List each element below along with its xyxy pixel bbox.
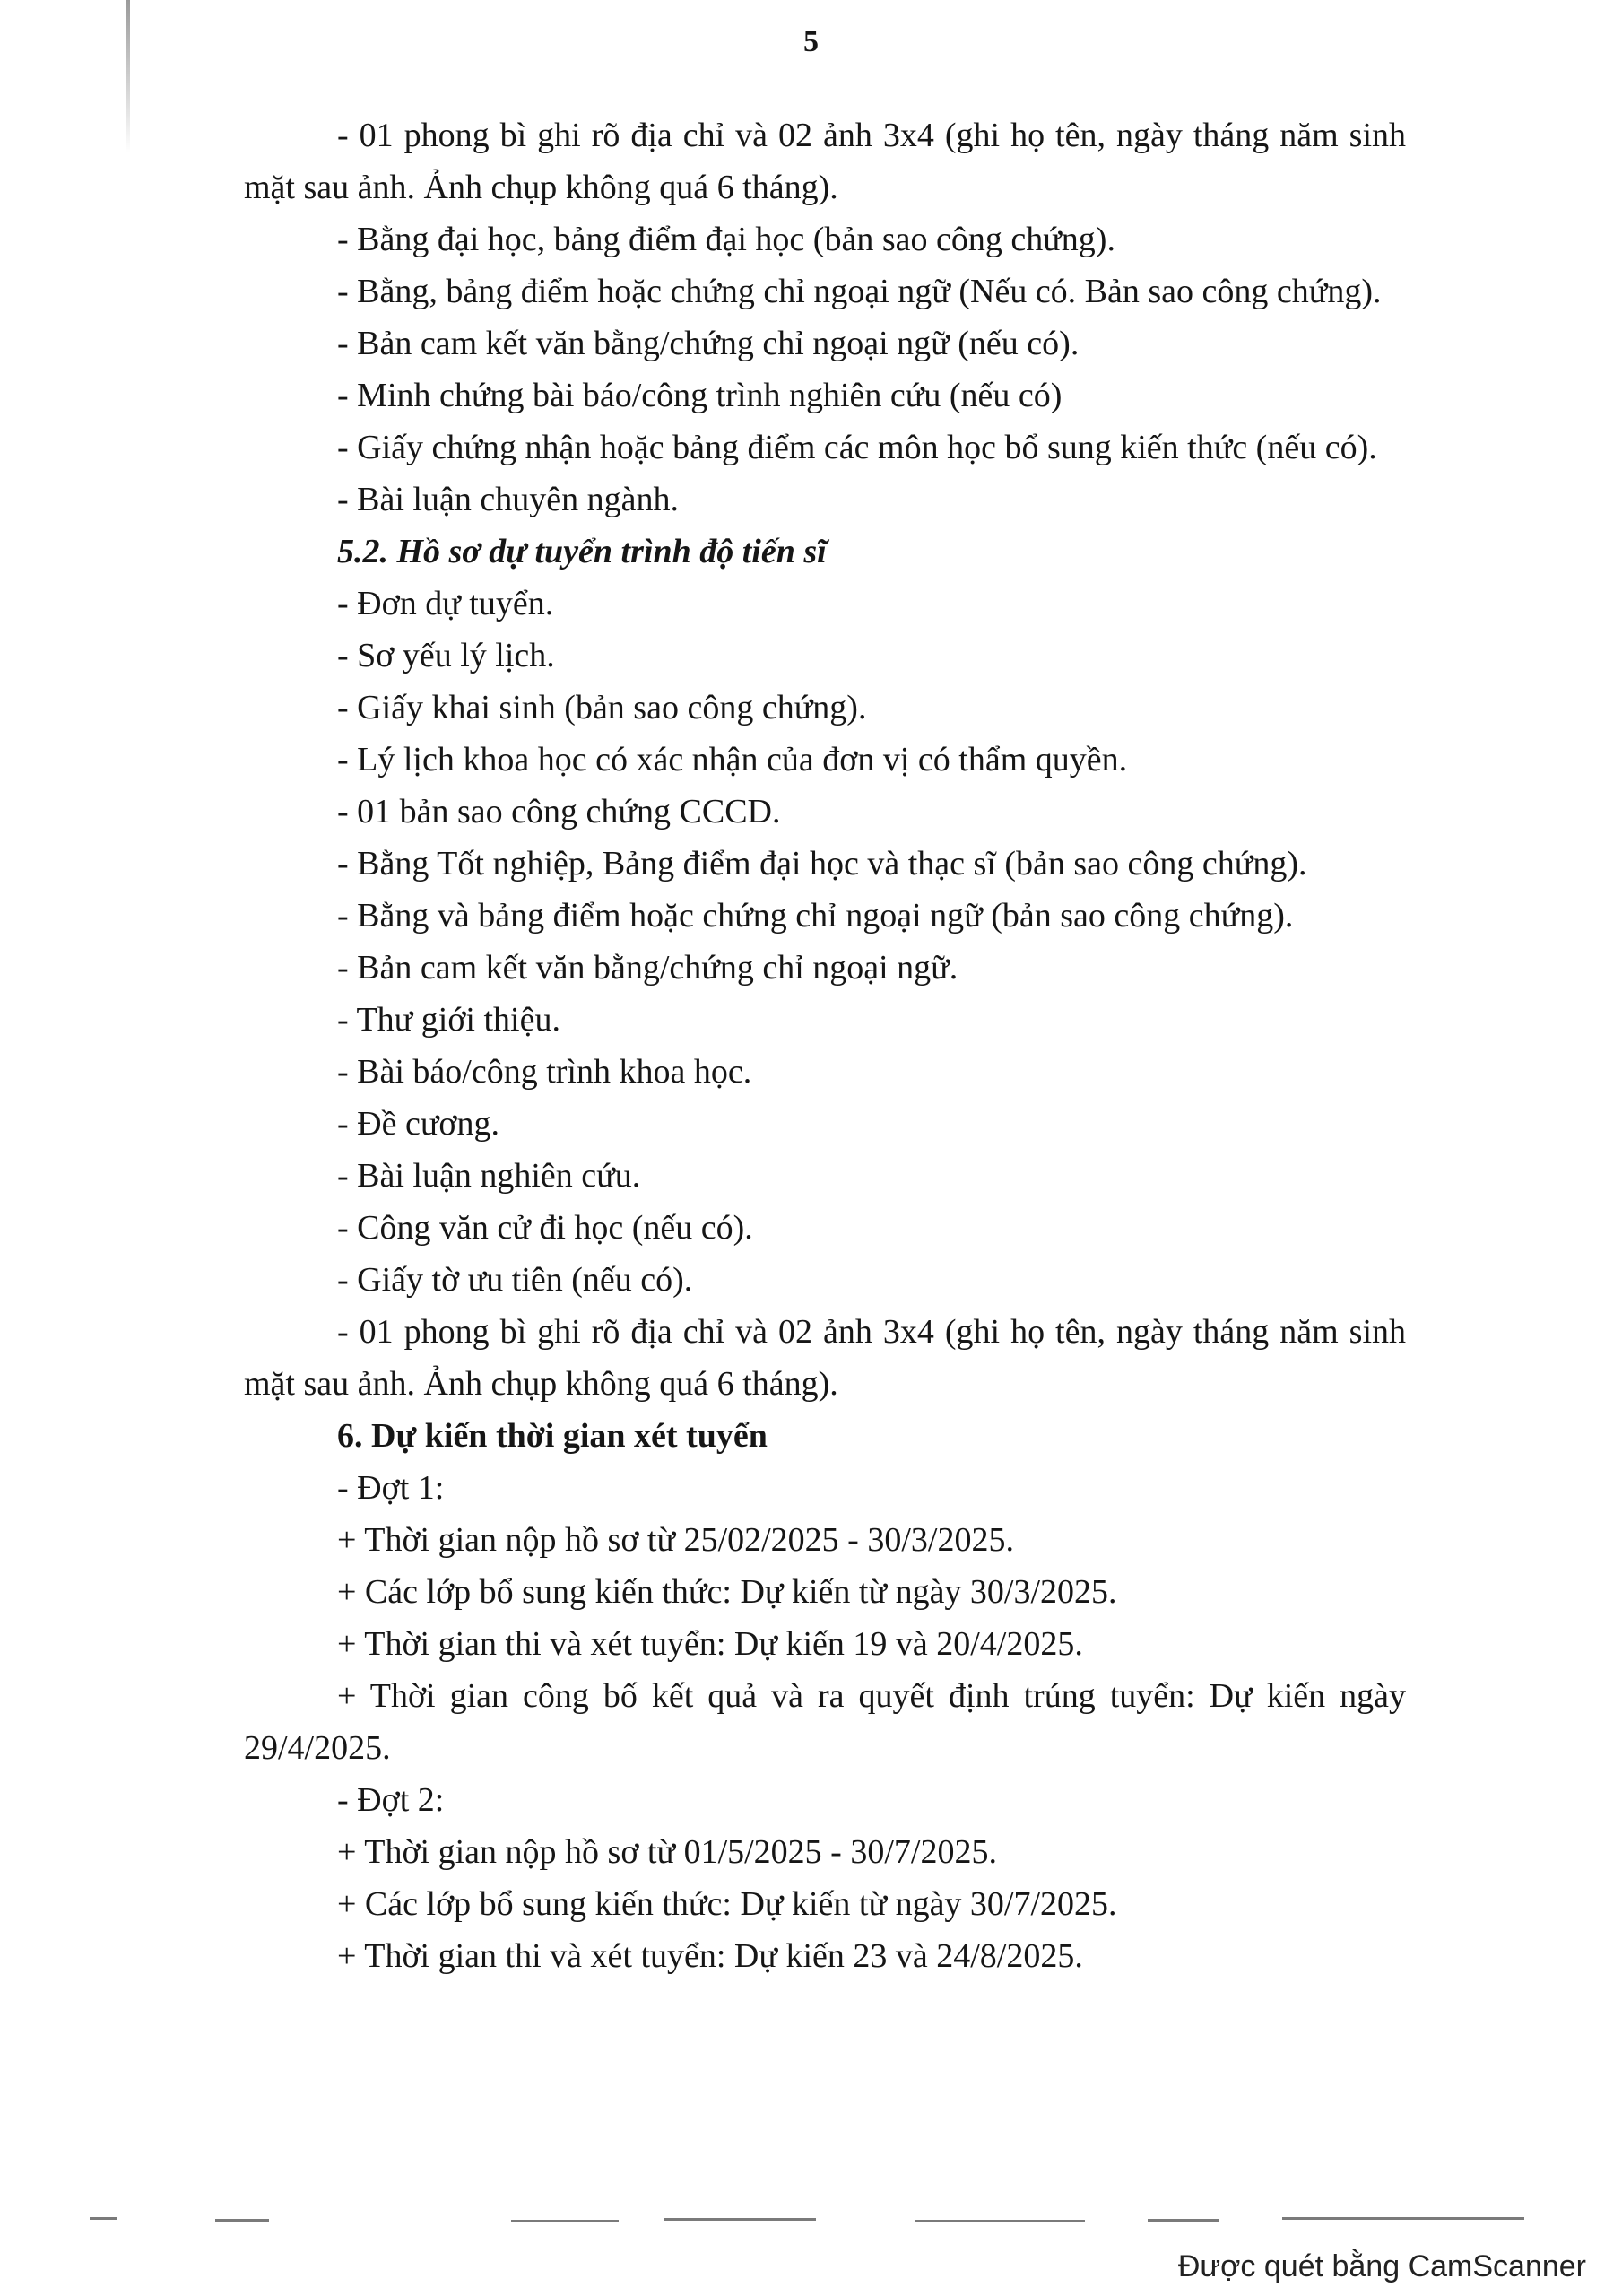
list-item: - Đề cương. <box>337 1105 500 1143</box>
schedule-item: + Thời gian thi và xét tuyển: Dự kiến 19 và 20/4/2025. <box>337 1625 1083 1663</box>
scan-bottom-noise <box>90 2217 1524 2226</box>
paragraph-envelope-photos: - 01 phong bì ghi rõ địa chỉ và 02 ảnh 3x4 (ghi họ tên, ngày tháng năm sinh mặt sau ảnh. Ảnh chụp không quá 6 tháng). <box>244 1313 1406 1403</box>
list-item: - Sơ yếu lý lịch. <box>337 637 555 674</box>
page-number: 5 <box>803 25 819 58</box>
list-item: - Lý lịch khoa học có xác nhận của đơn vị có thẩm quyền. <box>337 741 1128 778</box>
list-item: - Bằng Tốt nghiệp, Bảng điểm đại học và thạc sĩ (bản sao công chứng). <box>337 845 1307 883</box>
list-item: - Bằng và bảng điểm hoặc chứng chỉ ngoại ngữ (bản sao công chứng). <box>337 897 1294 935</box>
list-item: - Giấy khai sinh (bản sao công chứng). <box>337 689 867 726</box>
paragraph-envelope-photos: - 01 phong bì ghi rõ địa chỉ và 02 ảnh 3x4 (ghi họ tên, ngày tháng năm sinh mặt sau ảnh. Ảnh chụp không quá 6 tháng). <box>244 117 1406 206</box>
schedule-item: + Thời gian nộp hồ sơ từ 01/5/2025 - 30/7/2025. <box>337 1833 997 1871</box>
list-item: - Bằng đại học, bảng điểm đại học (bản sao công chứng). <box>337 221 1115 258</box>
schedule-item: + Thời gian thi và xét tuyển: Dự kiến 23 và 24/8/2025. <box>337 1937 1083 1975</box>
schedule-item: + Các lớp bổ sung kiến thức: Dự kiến từ ngày 30/3/2025. <box>337 1573 1117 1611</box>
round-label: - Đợt 2: <box>337 1781 445 1819</box>
list-item: - Giấy tờ ưu tiên (nếu có). <box>337 1261 693 1299</box>
schedule-item: + Thời gian công bố kết quả và ra quyết định trúng tuyển: Dự kiến ngày 29/4/2025. <box>244 1677 1406 1767</box>
list-item: - Bài báo/công trình khoa học. <box>337 1053 752 1091</box>
list-item: - Giấy chứng nhận hoặc bảng điểm các môn học bổ sung kiến thức (nếu có). <box>337 429 1377 466</box>
list-item: - 01 bản sao công chứng CCCD. <box>337 793 781 831</box>
schedule-item: + Thời gian nộp hồ sơ từ 25/02/2025 - 30/3/2025. <box>337 1521 1014 1559</box>
list-item: - Bản cam kết văn bằng/chứng chỉ ngoại ngữ (nếu có). <box>337 325 1080 362</box>
list-item: - Bản cam kết văn bằng/chứng chỉ ngoại ngữ. <box>337 949 958 987</box>
list-item: - Minh chứng bài báo/công trình nghiên cứu (nếu có) <box>337 377 1063 414</box>
section-heading-admission-schedule: 6. Dự kiến thời gian xét tuyển <box>337 1417 768 1455</box>
paragraph-foreign-language: - Bằng, bảng điểm hoặc chứng chỉ ngoại ngữ (Nếu có. Bản sao công chứng). <box>337 273 1382 310</box>
scan-edge-shadow <box>126 0 130 152</box>
list-item: - Công văn cử đi học (nếu có). <box>337 1209 753 1247</box>
list-item: - Đơn dự tuyển. <box>337 585 554 622</box>
list-item: - Bài luận chuyên ngành. <box>337 481 679 518</box>
schedule-item: + Các lớp bổ sung kiến thức: Dự kiến từ ngày 30/7/2025. <box>337 1885 1117 1923</box>
section-heading-doctoral-dossier: 5.2. Hồ sơ dự tuyển trình độ tiến sĩ <box>337 533 827 570</box>
round-label: - Đợt 1: <box>337 1469 445 1507</box>
list-item: - Bài luận nghiên cứu. <box>337 1157 641 1195</box>
document-body <box>244 109 1406 1982</box>
camscanner-watermark: Được quét bằng CamScanner <box>1177 2249 1586 2283</box>
list-item: - Thư giới thiệu. <box>337 1001 560 1039</box>
